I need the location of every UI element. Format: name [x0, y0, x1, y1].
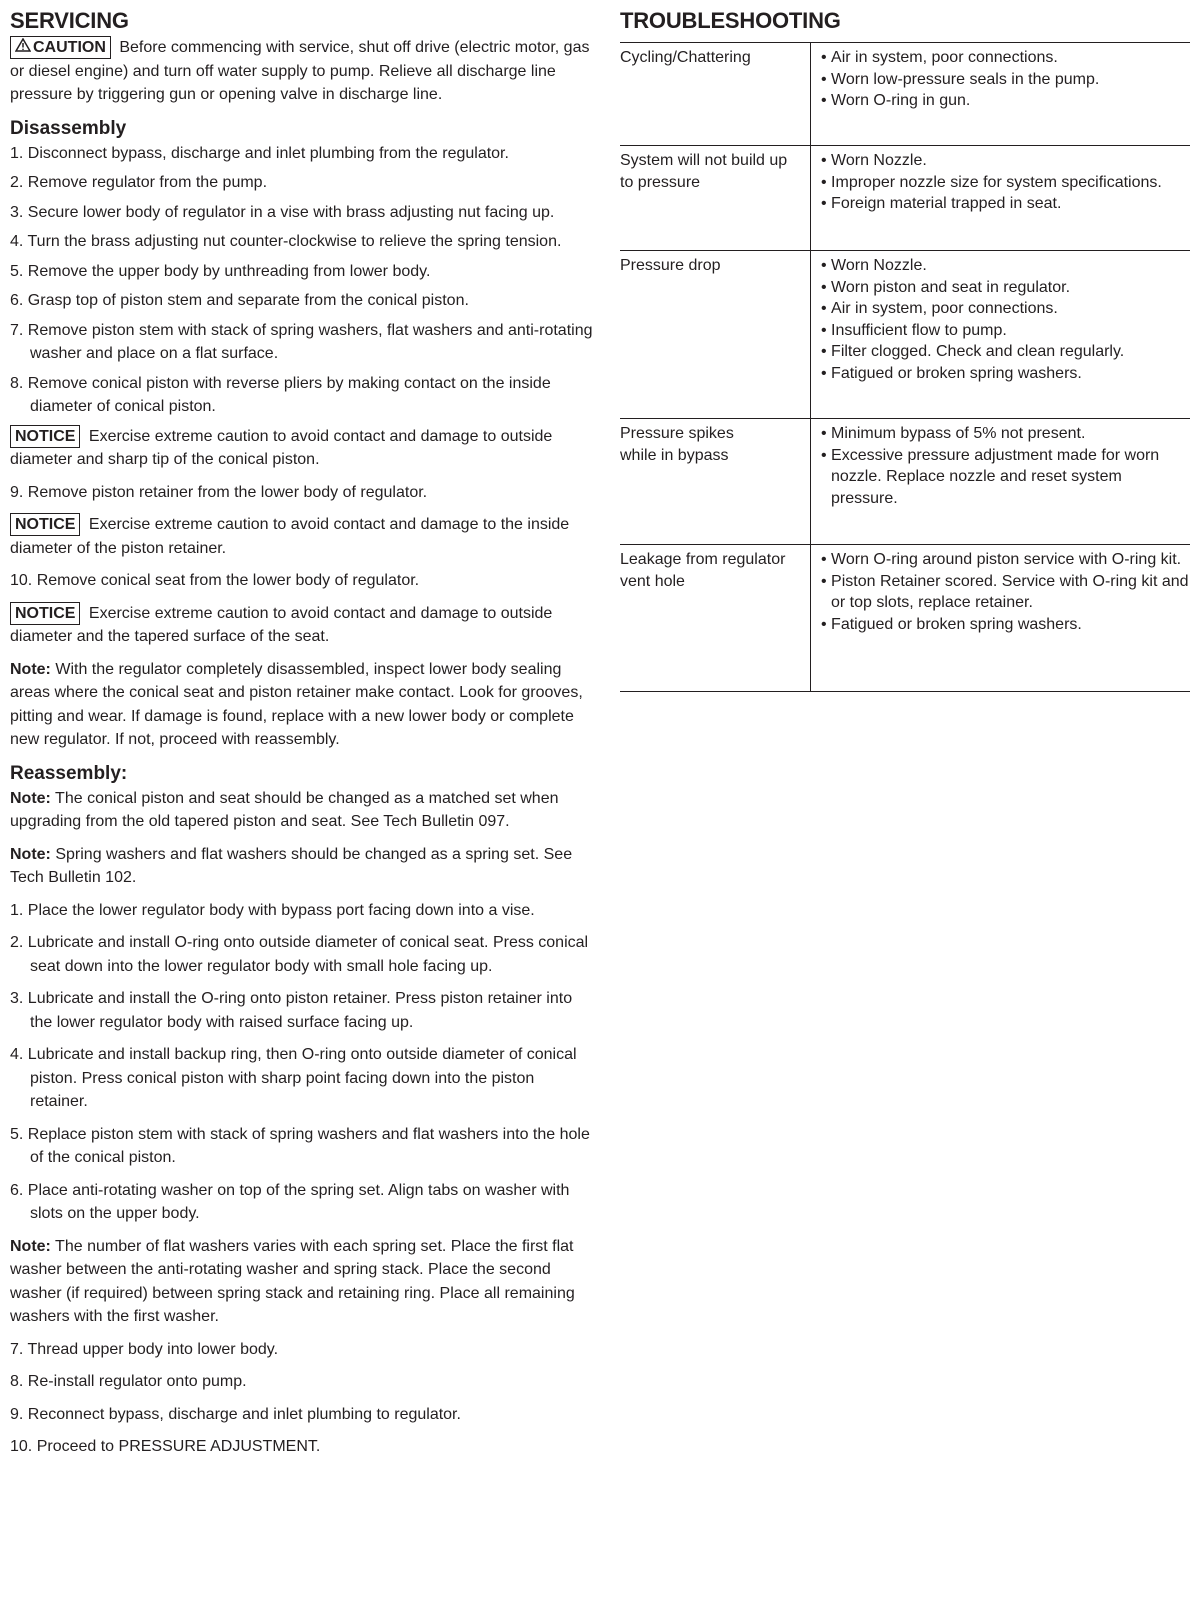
list-item: 2. Remove regulator from the pump. [10, 174, 268, 191]
note-label: Note: [10, 789, 51, 807]
list-item: • Piston Retainer scored. Service with O-ring kit and or top slots, replace retainer. [821, 571, 1190, 614]
list-item: • Worn low-pressure seals in the pump. [821, 69, 1190, 91]
troubleshooting-title: TROUBLESHOOTING [620, 8, 841, 33]
note-text: The conical piston and seat should be changed as a matched set when upgrading from the old tapered piston and seat. See Tech Bulletin 097. [10, 789, 559, 830]
troubleshooting-table [620, 42, 1190, 692]
list-item: 1. Disconnect bypass, discharge and inlet plumbing from the regulator. [10, 144, 509, 162]
warning-triangle-icon [15, 37, 31, 58]
notice-badge: NOTICE [10, 425, 80, 448]
note-label: Note: [10, 1237, 51, 1255]
list-item: • Worn Nozzle. [821, 255, 1190, 277]
notice-paragraph-3 [10, 602, 595, 649]
list-item: 5. Replace piston stem with stack of spring washers and flat washers into the hole of the conical piston. [10, 1125, 590, 1166]
list-item: 5. Remove the upper body by unthreading from lower body. [10, 262, 431, 280]
caution-label: CAUTION [33, 39, 106, 56]
list-item: • Insufficient flow to pump. [821, 320, 1190, 342]
list-item: 7. Remove piston stem with stack of spring washers, flat washers and anti-rotating washer and place on a flat surface. [10, 321, 593, 362]
list-item: 4. Lubricate and install backup ring, then O-ring onto outside diameter of conical piston. Press conical piston with sharp point facing down into the piston retainer. [10, 1046, 577, 1110]
table-row [620, 545, 1190, 692]
list-item: • Air in system, poor connections. [821, 298, 1190, 320]
list-item: 3. Lubricate and install the O-ring onto piston retainer. Press piston retainer into the lower regulator body with raised surface facing up. [10, 990, 573, 1031]
disassembly-heading: Disassembly [10, 117, 127, 139]
notice-text: Exercise extreme caution to avoid contact and damage to outside diameter and the tapered surface of the seat. [10, 604, 553, 645]
list-item: 10. Proceed to PRESSURE ADJUSTMENT. [10, 1438, 321, 1455]
list-item: 8. Re-install regulator onto pump. [10, 1373, 247, 1390]
table-row [620, 43, 1190, 146]
list-item: 9. Reconnect bypass, discharge and inlet plumbing to regulator. [10, 1405, 461, 1423]
list-item: • Improper nozzle size for system specifications. [821, 172, 1190, 194]
list-item: • Worn O-ring around piston service with O-ring kit. [821, 549, 1190, 571]
list-item: • Minimum bypass of 5% not present. [821, 423, 1190, 445]
list-item: • Fatigued or broken spring washers. [821, 363, 1190, 385]
reassembly-note-2 [10, 843, 595, 890]
list-item: 10. Remove conical seat from the lower body of regulator. [10, 572, 420, 589]
disassembly-note [10, 658, 595, 752]
table-cell-fixes [810, 146, 1190, 250]
table-row [620, 146, 1190, 251]
table-cell-cause: Leakage from regulator vent hole [620, 551, 786, 590]
list-item: 7. Thread upper body into lower body. [10, 1340, 279, 1358]
list-item: 8. Remove conical piston with reverse pliers by making contact on the inside diameter of conical piston. [10, 374, 551, 415]
table-row [620, 419, 1190, 545]
list-item: 6. Place anti-rotating washer on top of the spring set. Align tabs on washer with slots on the upper body. [10, 1181, 570, 1222]
table-cell-cause: System will not build up to pressure [620, 152, 788, 191]
notice-badge: NOTICE [10, 513, 80, 536]
note-text: Spring washers and flat washers should be changed as a spring set. See Tech Bulletin 102. [10, 845, 573, 886]
troubleshooting-section [620, 6, 1190, 692]
table-cell-fixes [810, 545, 1190, 691]
list-item: 3. Secure lower body of regulator in a vise with brass adjusting nut facing up. [10, 203, 555, 221]
servicing-section [10, 6, 595, 1459]
note-label: Note: [10, 660, 51, 678]
list-item: • Foreign material trapped in seat. [821, 193, 1190, 215]
notice-paragraph-1 [10, 425, 595, 472]
notice-text: Exercise extreme caution to avoid contact and damage to outside diameter and sharp tip of the conical piston. [10, 427, 553, 468]
table-cell-fixes [810, 419, 1190, 544]
list-item: • Excessive pressure adjustment made for worn nozzle. Replace nozzle and reset system pressure. [821, 445, 1190, 510]
disassembly-steps [10, 142, 595, 419]
table-cell-cause: Pressure spikes while in bypass [620, 425, 734, 464]
list-item: 2. Lubricate and install O-ring onto outside diameter of conical seat. Press conical seat down into the lower regulator body with small hole facing up. [10, 934, 589, 975]
servicing-title: SERVICING [10, 8, 129, 33]
list-item: • Fatigued or broken spring washers. [821, 614, 1190, 636]
list-item: 1. Place the lower regulator body with bypass port facing down into a vise. [10, 901, 535, 919]
list-item: • Worn piston and seat in regulator. [821, 277, 1190, 299]
note-text: With the regulator completely disassembled, inspect lower body sealing areas where the conical seat and piston retainer make contact. Look for grooves, pitting and wear. If damage is found, replace with a new lower body or complete new regulator. If not, proceed with reassembly. [10, 660, 583, 748]
reassembly-note-1 [10, 787, 595, 834]
reassembly-note-3 [10, 1235, 595, 1329]
reassembly-steps [10, 899, 595, 1226]
list-item: 9. Remove piston retainer from the lower body of regulator. [10, 483, 428, 501]
list-item: • Air in system, poor connections. [821, 47, 1190, 69]
caution-text: Before commencing with service, shut off drive (electric motor, gas or diesel engine) and turn off water supply to pump. Relieve all discharge line pressure by triggering gun or opening valve in discharge line. [10, 39, 590, 103]
list-item: 4. Turn the brass adjusting nut counter-clockwise to relieve the spring tension. [10, 233, 562, 250]
table-cell-fixes [810, 251, 1190, 418]
list-item: • Worn O-ring in gun. [821, 90, 1190, 112]
note-label: Note: [10, 845, 51, 863]
notice-paragraph-2 [10, 513, 595, 560]
list-item: • Filter clogged. Check and clean regularly. [821, 341, 1190, 363]
reassembly-final-steps [10, 1338, 595, 1459]
note-text: The number of flat washers varies with each spring set. Place the first flat washer between the anti-rotating washer and spring stack. Place the second washer (if required) between spring stack and retaining ring. Place all remaining washers with the first washer. [10, 1237, 575, 1325]
caution-badge [10, 36, 111, 59]
table-cell-cause: Cycling/Chattering [620, 49, 751, 66]
table-row [620, 251, 1190, 419]
reassembly-heading: Reassembly: [10, 762, 128, 784]
list-item: • Worn Nozzle. [821, 150, 1190, 172]
notice-text: Exercise extreme caution to avoid contact and damage to the inside diameter of the piston retainer. [10, 516, 570, 557]
list-item: 6. Grasp top of piston stem and separate from the conical piston. [10, 292, 469, 309]
table-cell-cause: Pressure drop [620, 257, 721, 274]
table-cell-fixes [810, 43, 1190, 145]
caution-paragraph [10, 36, 595, 107]
notice-badge: NOTICE [10, 602, 80, 625]
